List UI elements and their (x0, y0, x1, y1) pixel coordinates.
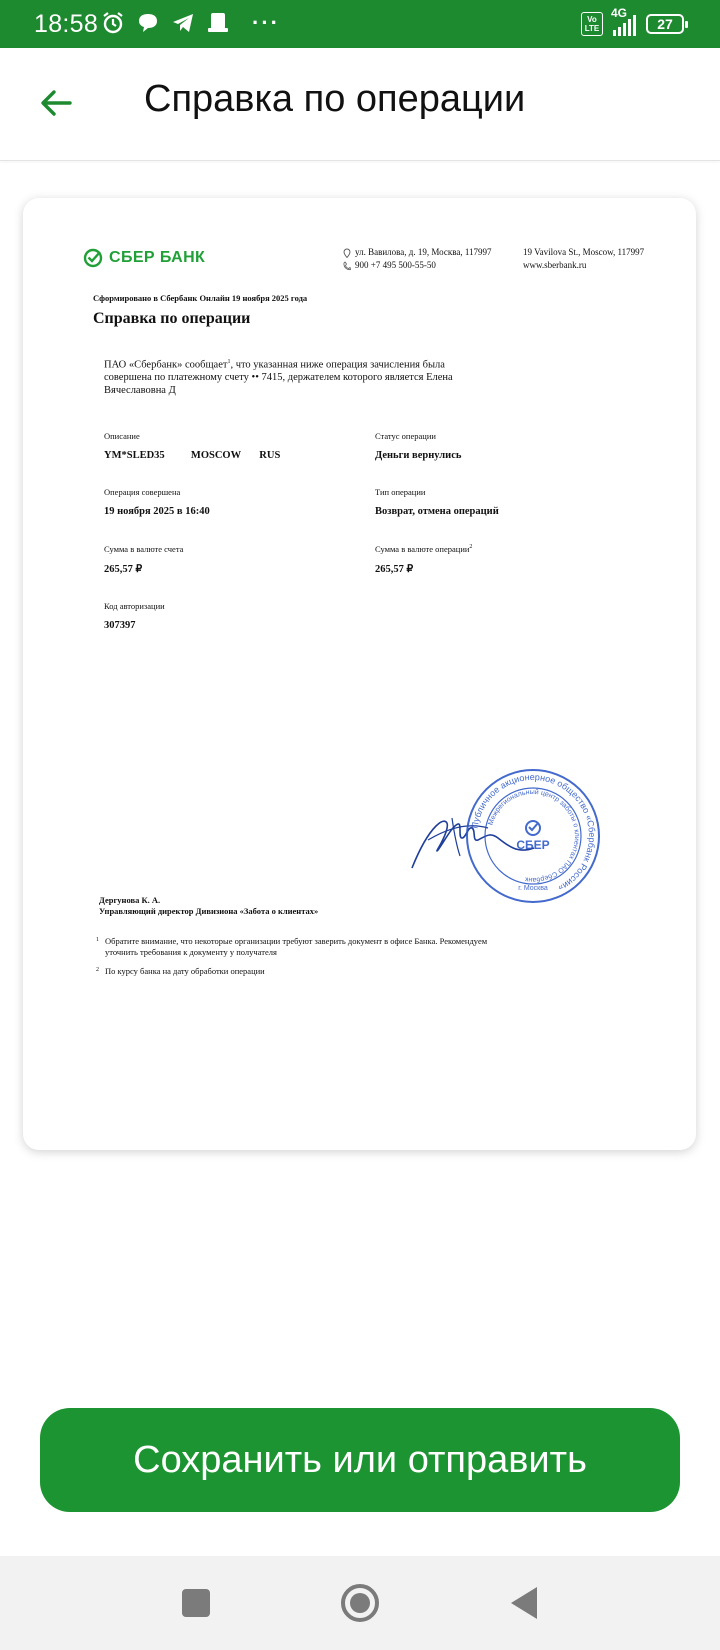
document-title: Справка по операции (93, 310, 251, 327)
address-ru-text: ул. Вавилова, д. 19, Москва, 117997 (355, 247, 492, 257)
date-value: 19 ноября 2025 в 16:40 (104, 506, 210, 517)
intro-part1: ПАО «Сбербанк» сообщает (104, 359, 228, 371)
footnote-2-number: 2 (96, 967, 99, 973)
bank-stamp (463, 766, 603, 906)
type-field (375, 487, 499, 517)
status-field (375, 431, 461, 461)
auth-code-label: Код авторизации (104, 601, 165, 611)
status-value: Деньги вернулись (375, 450, 462, 461)
signal-icon (611, 6, 636, 36)
status-label: Статус операции (375, 431, 436, 441)
date-field (104, 487, 210, 517)
sum-operation-label-row (375, 544, 472, 554)
triangle-back-icon (511, 1587, 537, 1619)
stamp-center-text: СБЕР (516, 838, 550, 852)
home-button[interactable] (339, 1582, 381, 1624)
sum-operation-field (375, 544, 472, 575)
telegram-icon (170, 10, 196, 36)
address-en-text: 19 Vavilova St., Moscow, 117997 (523, 247, 645, 257)
notification-icons (100, 10, 280, 36)
sber-logo (83, 248, 205, 268)
footnote-1 (96, 936, 516, 957)
website-text: www.sberbank.ru (523, 260, 587, 270)
address-en (523, 246, 644, 272)
volte-badge: Vo LTE (581, 12, 603, 36)
system-icons (581, 6, 684, 36)
footnote-1-number: 1 (96, 937, 99, 943)
footnotes (96, 936, 516, 986)
page-title: Справка по операции (144, 78, 526, 120)
auth-code-field (104, 601, 165, 631)
sum-operation-value: 265,57 ₽ (375, 564, 414, 575)
sber-logo-icon (83, 248, 103, 268)
sum-operation-label: Сумма в валюте операции (375, 544, 470, 554)
recent-apps-button[interactable] (175, 1582, 217, 1624)
date-label: Операция совершена (104, 487, 181, 497)
description-field (104, 431, 280, 461)
system-navigation-bar (0, 1556, 720, 1650)
intro-paragraph (104, 356, 494, 397)
stamp-outer-text: Публичное акционерное общество «Сбербанк России» (469, 771, 598, 894)
chat-bubble-icon (135, 10, 161, 36)
document-preview[interactable] (23, 198, 696, 1150)
alarm-icon (100, 10, 126, 36)
clipboard-icon (205, 10, 231, 36)
square-icon (182, 1589, 210, 1617)
app-header (0, 48, 720, 161)
type-value: Возврат, отмена операций (375, 506, 499, 517)
save-or-send-button[interactable]: Сохранить или отправить (40, 1408, 680, 1512)
intro-part2: , что указанная ниже операция зачисления была совершена по платежному счету •• 7415, держателем которого является Елена Вячеславовна Д (104, 359, 453, 396)
status-bar (0, 0, 720, 48)
footnote-ref-1: 1 (227, 359, 231, 365)
logo-text: СБЕР БАНК (109, 249, 206, 266)
sum-account-label: Сумма в валюте счета (104, 544, 184, 554)
battery-icon: 27 (646, 14, 684, 34)
sum-account-value: 265,57 ₽ (104, 564, 143, 575)
description-label: Описание (104, 431, 140, 441)
signer-position: Управляющий директор Дивизиона «Забота о клиентах» (99, 906, 319, 916)
footnote-1-text: Обратите внимание, что некоторые организации требуют заверить документ в офисе Банка. Рекомендуем уточнить требования к документу у получателя (105, 936, 488, 957)
stamp-inner-text: Межрегиональный центр заботы о клиентах ПАО Сбербанк (487, 788, 581, 884)
more-notifications-icon: ··· (252, 10, 280, 35)
signer-name: Дергунова К. А. (99, 895, 161, 905)
phone-icon (343, 261, 351, 271)
footnote-2-text: По курсу банка на дату обработки операции (105, 966, 265, 976)
auth-code-value: 307397 (104, 620, 136, 631)
signer-block (99, 895, 318, 917)
type-label: Тип операции (375, 487, 426, 497)
phone-text: 900 +7 495 500-55-50 (355, 260, 436, 270)
back-button[interactable] (26, 78, 86, 128)
location-pin-icon (343, 248, 351, 258)
sum-account-field (104, 544, 183, 575)
status-time: 18:58 (34, 10, 99, 38)
nav-back-button[interactable] (503, 1582, 545, 1624)
footnote-2 (96, 966, 516, 977)
network-type: 4G (611, 6, 628, 20)
formed-note: Сформировано в Сбербанк Онлайн 19 ноября 2025 года (93, 293, 308, 303)
circle-icon (343, 1586, 377, 1620)
arrow-left-icon (38, 88, 74, 118)
description-value: YM*SLED35 MOSCOW RUS (104, 450, 281, 461)
address-ru (343, 246, 492, 272)
stamp-city-text: г. Москва (518, 885, 548, 892)
footnote-ref-2: 2 (469, 544, 473, 551)
